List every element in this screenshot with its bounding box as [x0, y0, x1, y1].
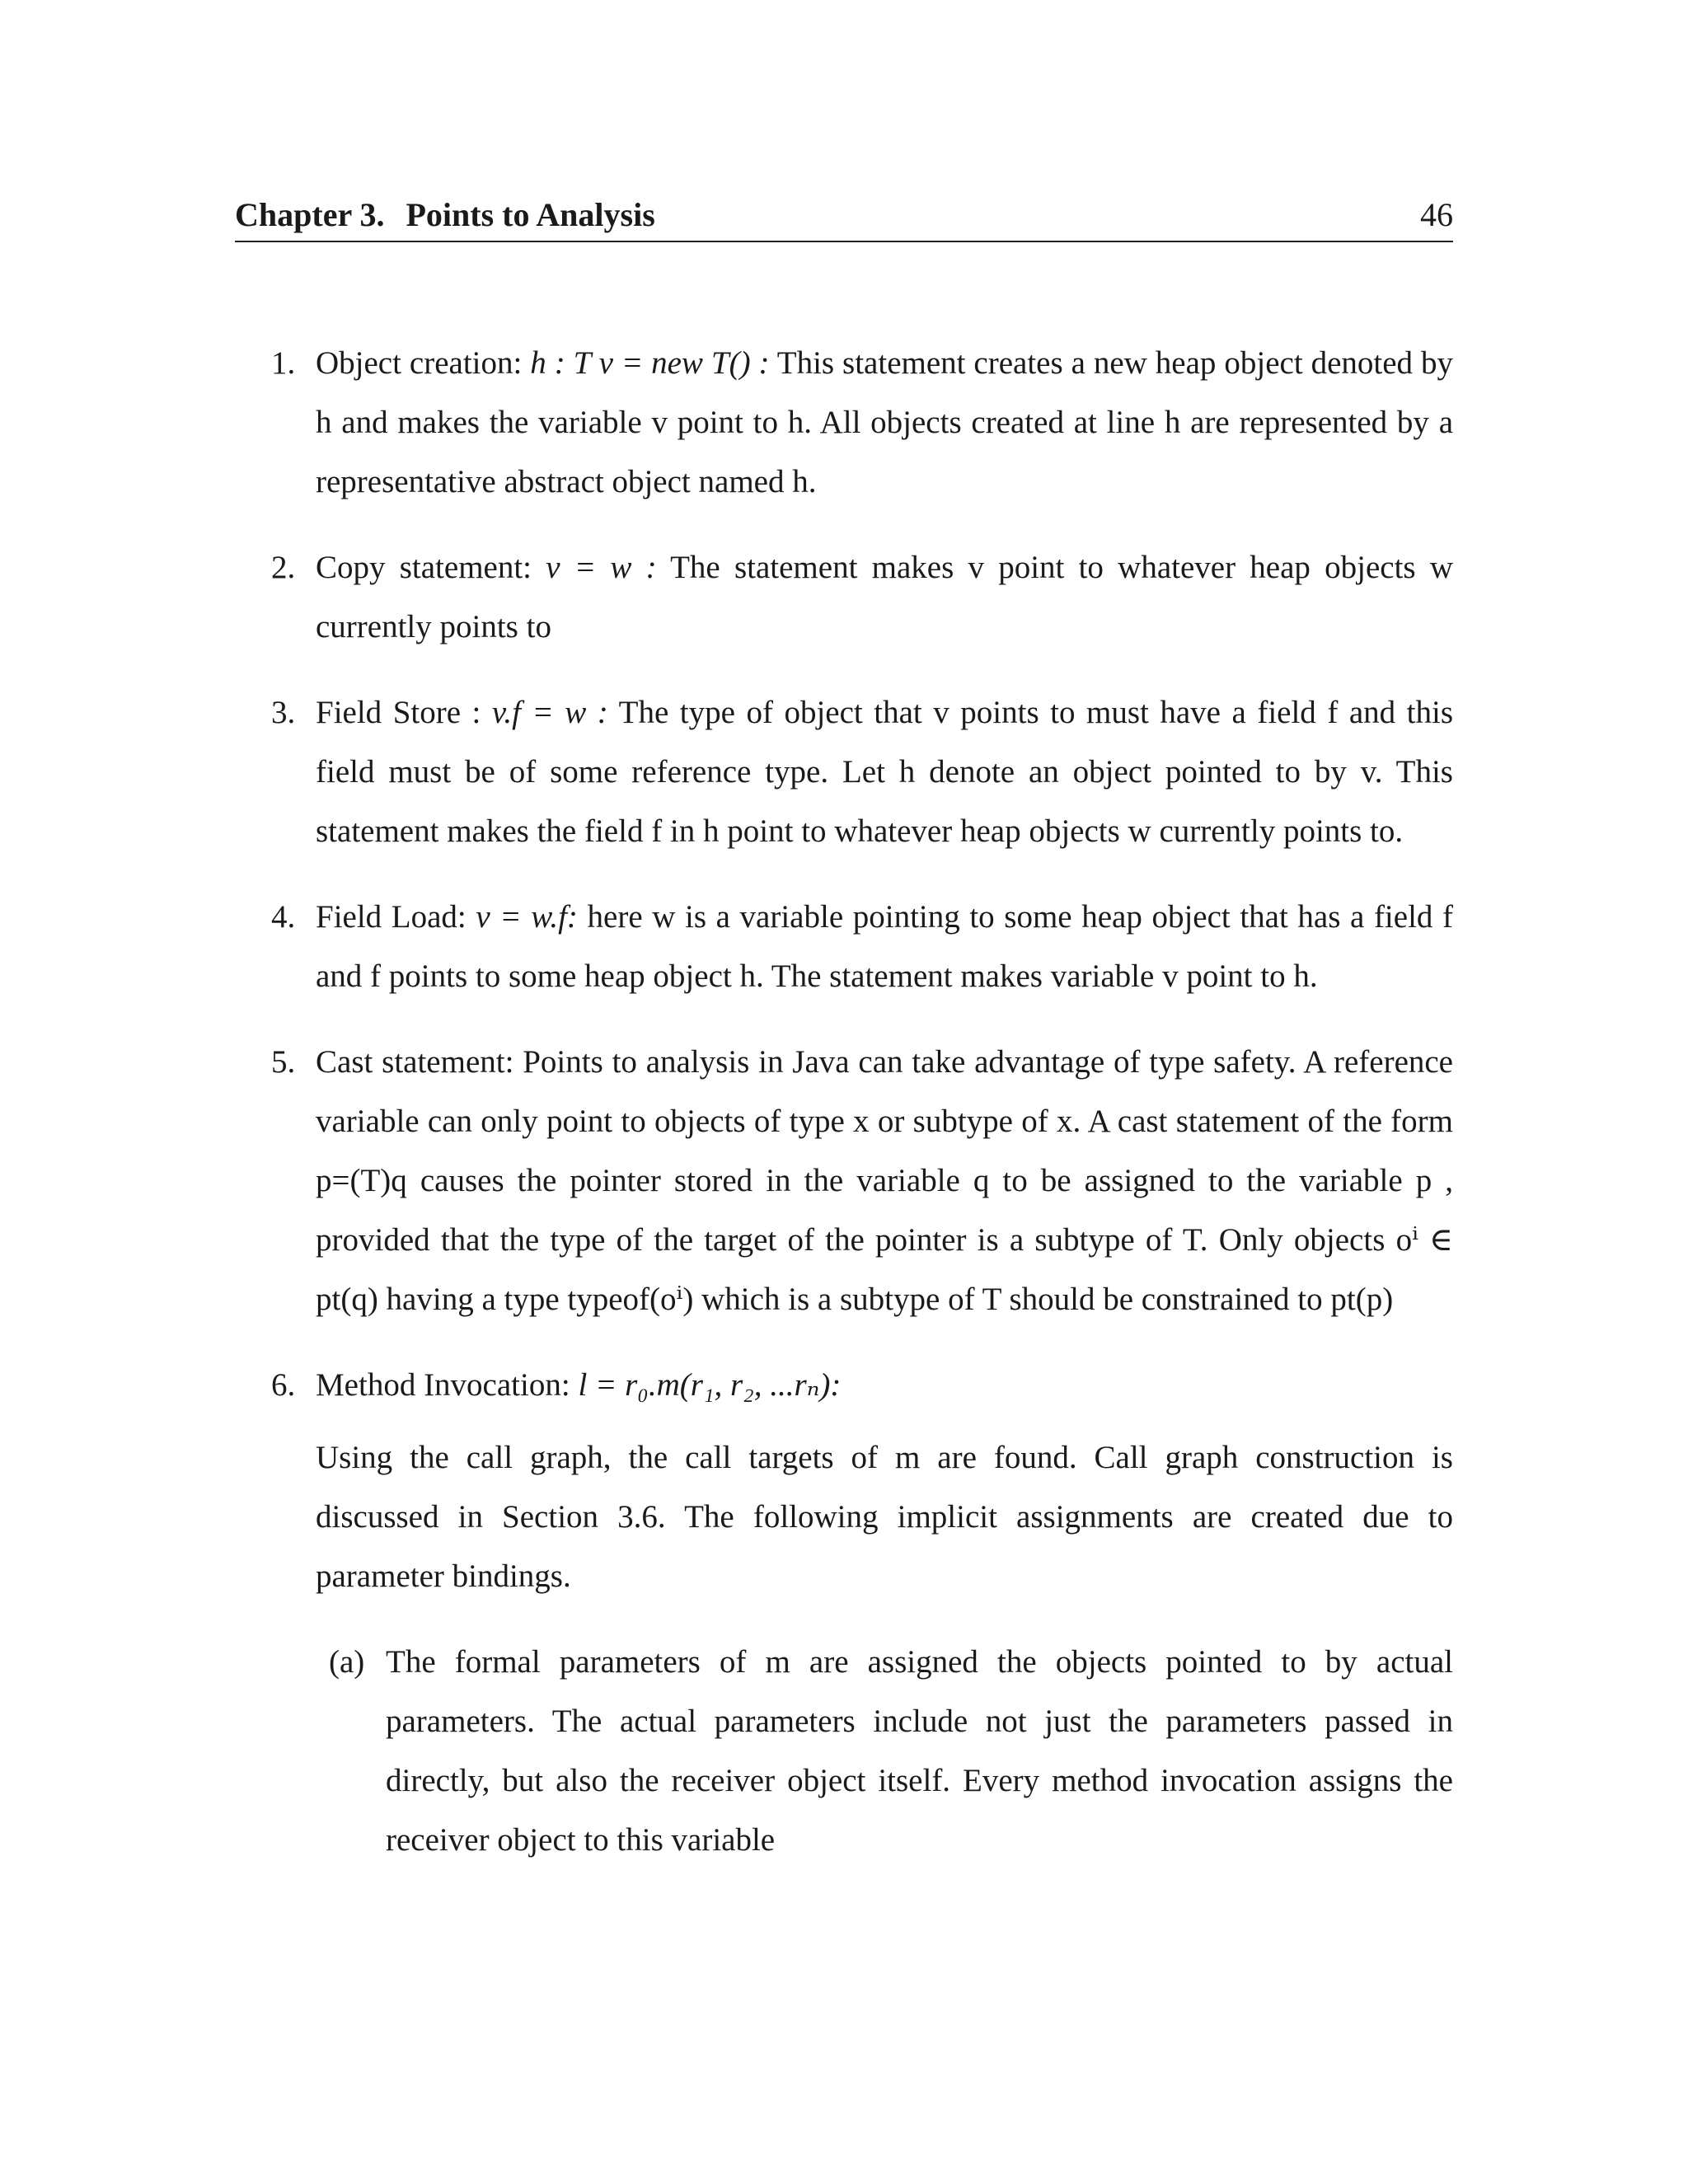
item-formula: h : T v = new T() : — [530, 345, 770, 381]
item-text: The type of object that v points to must have a field f and this field must be of some reference type. Let h denote an object pointed to by v. This statement makes the field f in h point to whatever heap objects w currently points to. — [316, 695, 1454, 849]
list-item-method-invocation — [235, 1356, 1453, 1870]
chapter-heading — [235, 195, 655, 234]
item-number: 3. — [271, 695, 296, 730]
item-text: Points to analysis in Java can take advantage of type safety. A reference variable can only point to objects of type x or subtype of x. A cast statement of the form p=(T)q causes the pointer stored in the variable q to be assigned to the variable p , provided that the type of the target of the pointer is a subtype of T. Only objects oⁱ ∈ pt(q) having a type typeof(oⁱ) which is a subtype of T should be constrained to pt(p) — [316, 1044, 1453, 1317]
body-text — [235, 334, 1453, 1896]
item-number: 6. — [271, 1367, 296, 1403]
list-item-field-store — [235, 683, 1453, 861]
list-item-copy-statement — [235, 538, 1453, 657]
item-formula: v.f = w : — [491, 695, 608, 730]
item-text: The statement makes v point to whatever heap objects w currently points to — [316, 550, 1453, 644]
item-formula: v = w.f: — [476, 899, 578, 935]
item-number: 4. — [271, 899, 296, 935]
item-label: Object creation: — [316, 345, 523, 381]
chapter-label: Chapter 3. — [235, 196, 385, 233]
sub-item-text: The formal parameters of m are assigned the objects pointed to by actual parameters. The actual parameters include not just the parameters passed in directly, but also the receiver object itself. Every method invocation assigns the receiver object to this variable — [386, 1644, 1453, 1858]
list-item-field-load — [235, 888, 1453, 1006]
list-item-object-creation — [235, 334, 1453, 512]
item-label: Copy statement: — [316, 550, 532, 585]
item-text: This statement creates a new heap object denoted by h and makes the variable v point to h. All objects created at line h are represented by a representative abstract object named h. — [316, 345, 1454, 499]
statement-list — [235, 334, 1453, 1870]
item-label: Field Load: — [316, 899, 467, 935]
list-item-cast-statement — [235, 1033, 1453, 1329]
item-formula: v = w : — [546, 550, 657, 585]
item-text: here w is a variable pointing to some heap object that has a field f and f points to some heap object h. The statement makes variable v point to h. — [316, 899, 1454, 994]
sub-list — [316, 1633, 1453, 1870]
item-number: 1. — [271, 345, 296, 381]
item-label: Method Invocation: — [316, 1367, 570, 1403]
item-paragraph: Using the call graph, the call targets of m are found. Call graph construction is discussed in Section 3.6. The following implicit assignments are created due to parameter bindings. — [316, 1440, 1453, 1594]
item-number: 2. — [271, 550, 296, 585]
chapter-title: Points to Analysis — [406, 196, 655, 233]
sub-item-a — [316, 1633, 1453, 1870]
sub-item-number: (a) — [329, 1644, 365, 1680]
item-label: Field Store : — [316, 695, 481, 730]
item-number: 5. — [271, 1044, 296, 1080]
item-formula: l = r₀.m(r₁, r₂, ...rₙ): — [578, 1367, 842, 1403]
page-number: 46 — [1420, 196, 1453, 233]
running-header — [235, 194, 1453, 242]
item-label: Cast statement: — [316, 1044, 514, 1080]
